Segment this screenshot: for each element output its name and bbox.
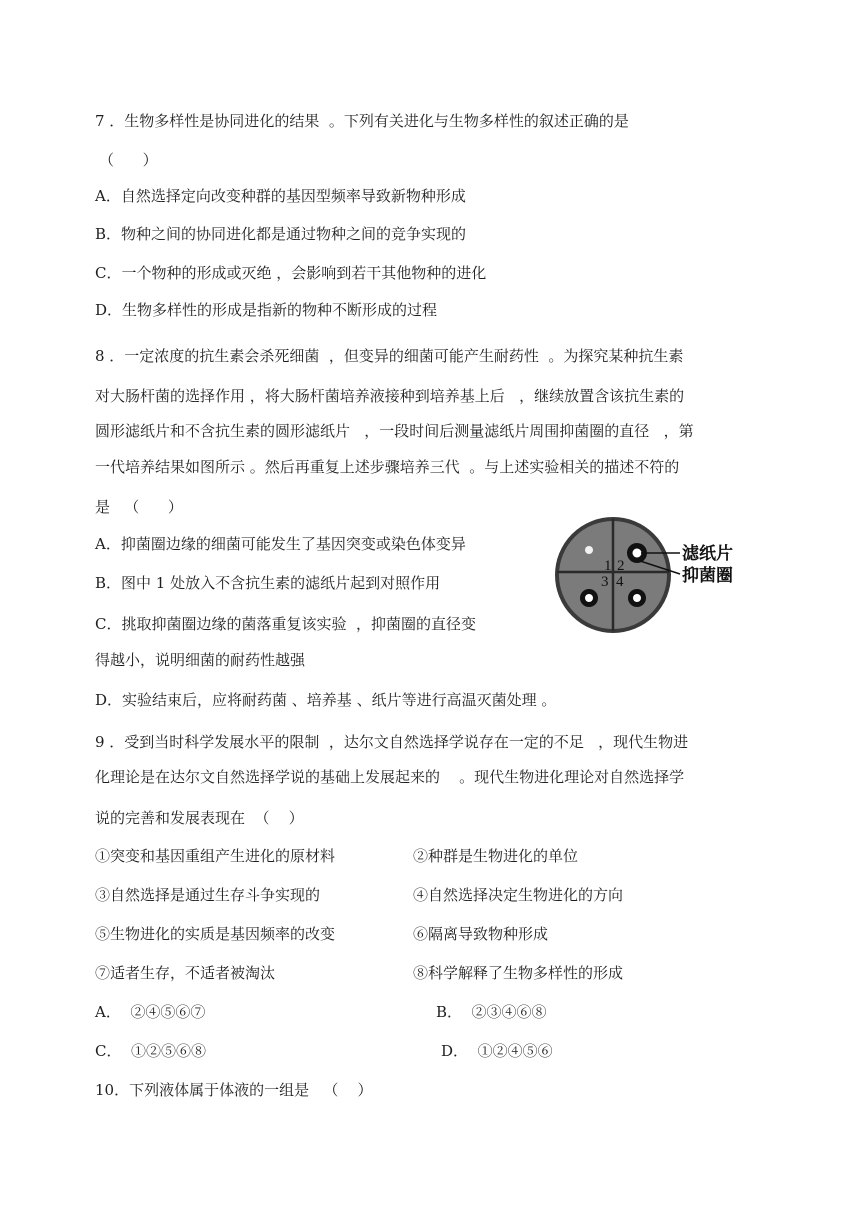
q9-line-2: 化理论是在达尔文自然选择学说的基础上发展起来的 。现代生物进化理论对自然选择学 xyxy=(95,768,685,786)
q7-option-b: B．物种之间的协同进化都是通过物种之间的竞争实现的 xyxy=(95,225,467,243)
q9-option-c: C． ①②⑤⑥⑧ xyxy=(95,1042,207,1060)
q9-item-5: ⑤生物进化的实质是基因频率的改变 xyxy=(95,925,336,943)
q9-line-1: 9 ．受到当时科学发展水平的限制 ，达尔文自然选择学说存在一定的不足 ，现代生物进 xyxy=(95,733,689,751)
q8-option-c-cont: 得越小，说明细菌的耐药性越强 xyxy=(95,651,306,669)
q7-bracket: （ ） xyxy=(99,151,158,169)
q8-option-a: A．抑菌圈边缘的细菌可能发生了基因突变或染色体变异 xyxy=(95,535,466,553)
q8-option-c: C．挑取抑菌圈边缘的菌落重复该实验 ，抑菌圈的直径变 xyxy=(95,615,477,633)
paper-disc-2 xyxy=(633,549,642,558)
q8-line-4: 一代培养结果如图所示 。然后再重复上述步骤培养三代 。与上述实验相关的描述不符的 xyxy=(95,458,680,476)
q9-option-b: B． ②③④⑥⑧ xyxy=(436,1003,547,1021)
q9-item-7: ⑦适者生存，不适者被淘汰 xyxy=(95,964,276,982)
q8-option-d: D．实验结束后，应将耐药菌 、培养基 、纸片等进行高温灭菌处理 。 xyxy=(95,691,557,709)
q9-item-4: ④自然选择决定生物进化的方向 xyxy=(413,886,624,904)
paper-disc-1 xyxy=(585,546,593,554)
q9-item-3: ③自然选择是通过生存斗争实现的 xyxy=(95,886,321,904)
q9-item-1: ①突变和基因重组产生进化的原材料 xyxy=(95,847,336,865)
q9-item-2: ②种群是生物进化的单位 xyxy=(413,847,579,865)
q8-option-b: B．图中 1 处放入不含抗生素的滤纸片起到对照作用 xyxy=(95,574,441,592)
label-inhibition-zone: 抑菌圈 xyxy=(682,566,733,586)
q9-line-3: 说的完善和发展表现在 （ ） xyxy=(95,809,304,827)
q7-option-a: A．自然选择定向改变种群的基因型频率导致新物种形成 xyxy=(95,187,466,205)
quadrant-label-2: 2 xyxy=(617,558,625,574)
quadrant-label-4: 4 xyxy=(616,574,624,590)
q9-option-d: D． ①②④⑤⑥ xyxy=(441,1042,553,1060)
q7-option-d: D．生物多样性的形成是指新的物种不断形成的过程 xyxy=(95,301,438,319)
q8-line-2: 对大肠杆菌的选择作用 ，将大肠杆菌培养液接种到培养基上后 ，继续放置含该抗生素的 xyxy=(95,387,685,405)
quadrant-label-3: 3 xyxy=(601,574,609,590)
q8-line-1: 8 ．一定浓度的抗生素会杀死细菌 ，但变异的细菌可能产生耐药性 。为探究某种抗生素 xyxy=(95,347,684,365)
label-filter-paper: 滤纸片 xyxy=(682,544,733,564)
q9-item-8: ⑧科学解释了生物多样性的形成 xyxy=(413,964,624,982)
q7-option-c: C．一个物种的形成或灭绝 ，会影响到若干其他物种的进化 xyxy=(95,264,487,282)
q8-line-5: 是 （ ） xyxy=(95,498,183,516)
q9-item-6: ⑥隔离导致物种形成 xyxy=(413,925,549,943)
q9-option-a: A． ②④⑤⑥⑦ xyxy=(95,1003,206,1021)
paper-disc-4 xyxy=(633,594,641,602)
q7-stem: 7 ．生物多样性是协同进化的结果 。下列有关进化与生物多样性的叙述正确的是 xyxy=(95,112,629,130)
q10-stem: 10．下列液体属于体液的一组是 （ ） xyxy=(95,1081,373,1099)
paper-disc-3 xyxy=(585,594,593,602)
quadrant-label-1: 1 xyxy=(604,558,612,574)
petri-dish-figure xyxy=(552,514,762,634)
q8-line-3: 圆形滤纸片和不含抗生素的圆形滤纸片 ，一段时间后测量滤纸片周围抑菌圈的直径 ，第 xyxy=(95,422,694,440)
